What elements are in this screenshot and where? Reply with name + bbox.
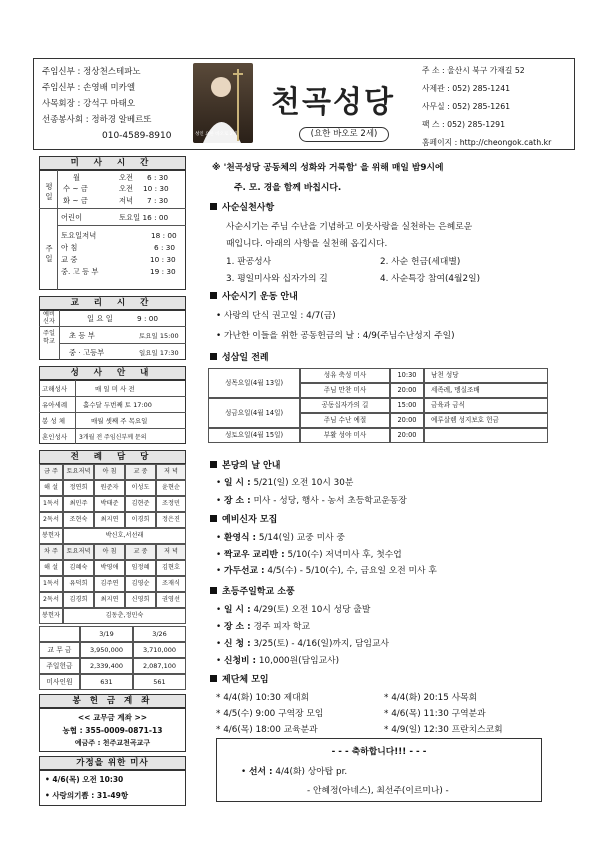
duty-cell: 저 녁 bbox=[156, 544, 186, 560]
holyweek-cell: 주님 만찬 미사 bbox=[300, 383, 390, 398]
notice-line1: ※ '천곡성당 공동체의 성화와 거룩함' 을 위해 매일 밤9시에 bbox=[212, 163, 444, 173]
finance-value: 631 bbox=[80, 674, 133, 690]
duty-cell: 차 주 bbox=[39, 544, 63, 560]
left-column: 미 사 시 간 평일 월 오전 6 : 30 수 ~ 금 오전 10 : 30 화 ~ 금 저녁 7 : 30 주일 어린이 토요일 16 : 00 토요일저녁 18 : 00 아 침 6 : 30 교 중 10 : 30 중. 고 등 부 19 : 30 교 리 시 간 예비신자 일 요 일 9 : 00 주일학교 초 등 부 토요일 15:00 중 · 고등부 일요일 17:30 성 사 안 내 고해성사 매 일 미 사 전 유아세례 홀수달 두번째 토 17:00 봉 성 체 매월 셋째 주 목요일 혼인성사 3개월 전 주임신부께 문의 전 례 담 당 금 주 토요저녁 아 침 교 중 저 녁 해 설 정연희 원준자 이성도 윤현순 1독서 최민주 박태준 김현준 조정민 2독서 조현숙 최지연 이경희 정은진 봉헌자 박신호,서선래 차 주 토요저녁 아 침 교 중 저 녁 해 설 김혜숙 박영애 임정혜 김현호 1독서 유덕희 김주연 김영순 조재식 2독서 김경희 최지연 신영희 권영선 봉헌자 김동춘,정민숙 3/19 3/26 교 무 금 3,950,000 3,710,000 주일헌금 2,339,400 2,087,100 미사인원 631 561 봉 헌 금 계 좌 << 교무금 계좌 >> 농협 : 355-0009-0871-13 예금주 : 천주교천곡교구 가정을 위한 미사 • 4/6(목) 오전 10:30 • 사랑의기쁨 : 31-49항 bbox=[39, 156, 186, 796]
duty-org-label: 봉헌자 bbox=[39, 528, 63, 544]
donation-title: 봉 헌 금 계 좌 bbox=[39, 694, 186, 708]
header-council: 사목회장 : 강석구 마태오 bbox=[42, 99, 136, 109]
duty-table bbox=[39, 464, 186, 624]
finance-value: 3,950,000 bbox=[80, 642, 133, 658]
header-pastor: 주임신부 : 정상천스테파노 bbox=[42, 67, 141, 77]
duty-org-value: 박신호,서선래 bbox=[63, 528, 186, 544]
holyweek-day: 성금요일(4월 14일) bbox=[208, 398, 300, 428]
duty-cell: 아 침 bbox=[94, 464, 125, 480]
finance-label: 주일헌금 bbox=[39, 658, 80, 674]
finance-date: 3/19 bbox=[80, 626, 133, 642]
duty-cell: 김주연 bbox=[94, 576, 125, 592]
picnic-heading: 초등주일학교 소풍 bbox=[210, 584, 295, 597]
header-office: 사무실 : 052) 285-1261 bbox=[422, 102, 511, 111]
finance-date: 3/26 bbox=[133, 626, 186, 642]
sunday-label: 주일 bbox=[45, 244, 53, 263]
holyweek-cell: 성유 축성 미사 bbox=[300, 368, 390, 383]
duty-cell: 권영선 bbox=[156, 592, 186, 608]
header-homepage[interactable]: 홈페이지 : http://cheongok.cath.kr bbox=[422, 138, 552, 147]
duty-cell: 조재식 bbox=[156, 576, 186, 592]
header-rectory: 사제관 : 052) 285-1241 bbox=[422, 84, 511, 93]
duty-cell: 정은진 bbox=[156, 512, 186, 528]
duty-cell: 토요저녁 bbox=[63, 464, 94, 480]
finance-corner bbox=[39, 626, 80, 642]
duty-cell: 김경희 bbox=[63, 592, 94, 608]
duty-title: 전 례 담 당 bbox=[39, 450, 186, 464]
photo-caption: 성인 요한 바오로 2세 bbox=[195, 132, 237, 137]
duty-cell: 2독서 bbox=[39, 512, 63, 528]
finance-value: 2,087,100 bbox=[133, 658, 186, 674]
duty-cell: 해 설 bbox=[39, 560, 63, 576]
header-assistant: 주임신부 : 손영배 미카엘 bbox=[42, 83, 136, 93]
header-address: 주 소 : 울산시 북구 가재길 52 bbox=[422, 66, 525, 75]
duty-cell: 조정민 bbox=[156, 496, 186, 512]
duty-org-value: 김동춘,정민숙 bbox=[63, 608, 186, 624]
holyweek-cell: 부활 성야 미사 bbox=[300, 428, 390, 443]
holyweek-heading: 성삼일 전례 bbox=[210, 350, 269, 363]
duty-cell: 박태준 bbox=[94, 496, 125, 512]
duty-cell: 유덕희 bbox=[63, 576, 94, 592]
finance-table bbox=[39, 626, 186, 690]
duty-cell: 토요저녁 bbox=[63, 544, 94, 560]
lent-heading: 사순실천사항 bbox=[210, 200, 274, 213]
duty-cell: 김영순 bbox=[125, 576, 156, 592]
duty-cell: 조현숙 bbox=[63, 512, 94, 528]
meetings-heading: 제단체 모임 bbox=[210, 672, 269, 685]
mass-title: 미 사 시 간 bbox=[39, 156, 186, 170]
duty-cell: 신영희 bbox=[125, 592, 156, 608]
district-heading: 본당의 날 안내 bbox=[210, 458, 280, 471]
header-fax: 팩 스 : 052) 285-1291 bbox=[422, 120, 506, 129]
holyweek-cell: 예루살렘 성지보호 헌금 bbox=[424, 413, 548, 428]
catechumen-heading: 예비신자 모집 bbox=[210, 512, 277, 525]
header-funeral: 선종봉사회 : 정하경 알베르또 bbox=[42, 115, 152, 125]
notice-line2: 주. 모. 경을 함께 바칩시다. bbox=[234, 183, 342, 193]
holyweek-cell: 세족례, 멩실조배 bbox=[424, 383, 548, 398]
duty-org-label: 봉헌자 bbox=[39, 608, 63, 624]
congrats-box: - - - 축하합니다!!! - - - • 선서 : 4/4(화) 상아탑 pr. - 안혜정(아네스), 최선주(이르미나) - bbox=[216, 738, 542, 802]
finance-value: 3,710,000 bbox=[133, 642, 186, 658]
weekday-label: 평일 bbox=[45, 182, 53, 201]
title-banner bbox=[191, 61, 416, 147]
duty-cell: 윤현순 bbox=[156, 480, 186, 496]
family-mass-title: 가정을 위한 미사 bbox=[39, 756, 186, 770]
header bbox=[33, 58, 575, 150]
campaign-heading: 사순시기 운동 안내 bbox=[210, 289, 298, 302]
duty-cell: 교 중 bbox=[125, 464, 156, 480]
duty-cell: 김현준 bbox=[125, 496, 156, 512]
parish-title: 천곡성당 bbox=[271, 85, 395, 120]
holyweek-cell: 금육과 금식 bbox=[424, 398, 548, 413]
duty-cell: 아 침 bbox=[94, 544, 125, 560]
duty-cell: 김현호 bbox=[156, 560, 186, 576]
holyweek-cell bbox=[424, 428, 548, 443]
duty-cell: 정연희 bbox=[63, 480, 94, 496]
holyweek-cell: 주님 수난 예절 bbox=[300, 413, 390, 428]
duty-cell: 교 중 bbox=[125, 544, 156, 560]
duty-cell: 최민주 bbox=[63, 496, 94, 512]
holyweek-cell: 10:30 bbox=[390, 368, 424, 383]
duty-cell: 박영애 bbox=[94, 560, 125, 576]
duty-cell: 원준자 bbox=[94, 480, 125, 496]
finance-label: 미사인원 bbox=[39, 674, 80, 690]
holyweek-cell: 공동십자가의 길 bbox=[300, 398, 390, 413]
duty-cell: 최지연 bbox=[94, 512, 125, 528]
duty-cell: 김혜숙 bbox=[63, 560, 94, 576]
sacraments-title: 성 사 안 내 bbox=[39, 366, 186, 380]
finance-value: 561 bbox=[133, 674, 186, 690]
finance-value: 2,339,400 bbox=[80, 658, 133, 674]
parish-subtitle: (요한 바오로 2세) bbox=[299, 127, 389, 142]
holyweek-cell: 20:00 bbox=[390, 413, 424, 428]
header-phone: 010-4589-8910 bbox=[102, 131, 172, 141]
duty-cell: 이성도 bbox=[125, 480, 156, 496]
holyweek-cell: 15:00 bbox=[390, 398, 424, 413]
holyweek-cell: 남천 성당 bbox=[424, 368, 548, 383]
duty-cell: 1독서 bbox=[39, 496, 63, 512]
duty-cell: 2독서 bbox=[39, 592, 63, 608]
duty-cell: 이경희 bbox=[125, 512, 156, 528]
holyweek-day: 성토요일(4월 15일) bbox=[208, 428, 300, 443]
holyweek-cell: 20:00 bbox=[390, 383, 424, 398]
duty-cell: 금 주 bbox=[39, 464, 63, 480]
finance-label: 교 무 금 bbox=[39, 642, 80, 658]
holyweek-table bbox=[208, 368, 548, 444]
duty-cell: 최지연 bbox=[94, 592, 125, 608]
duty-cell: 저 녁 bbox=[156, 464, 186, 480]
holyweek-cell: 20:00 bbox=[390, 428, 424, 443]
education-title: 교 리 시 간 bbox=[39, 296, 186, 310]
duty-cell: 1독서 bbox=[39, 576, 63, 592]
duty-cell: 임정혜 bbox=[125, 560, 156, 576]
holyweek-day: 성목요일(4월 13일) bbox=[208, 368, 300, 398]
duty-cell: 해 설 bbox=[39, 480, 63, 496]
